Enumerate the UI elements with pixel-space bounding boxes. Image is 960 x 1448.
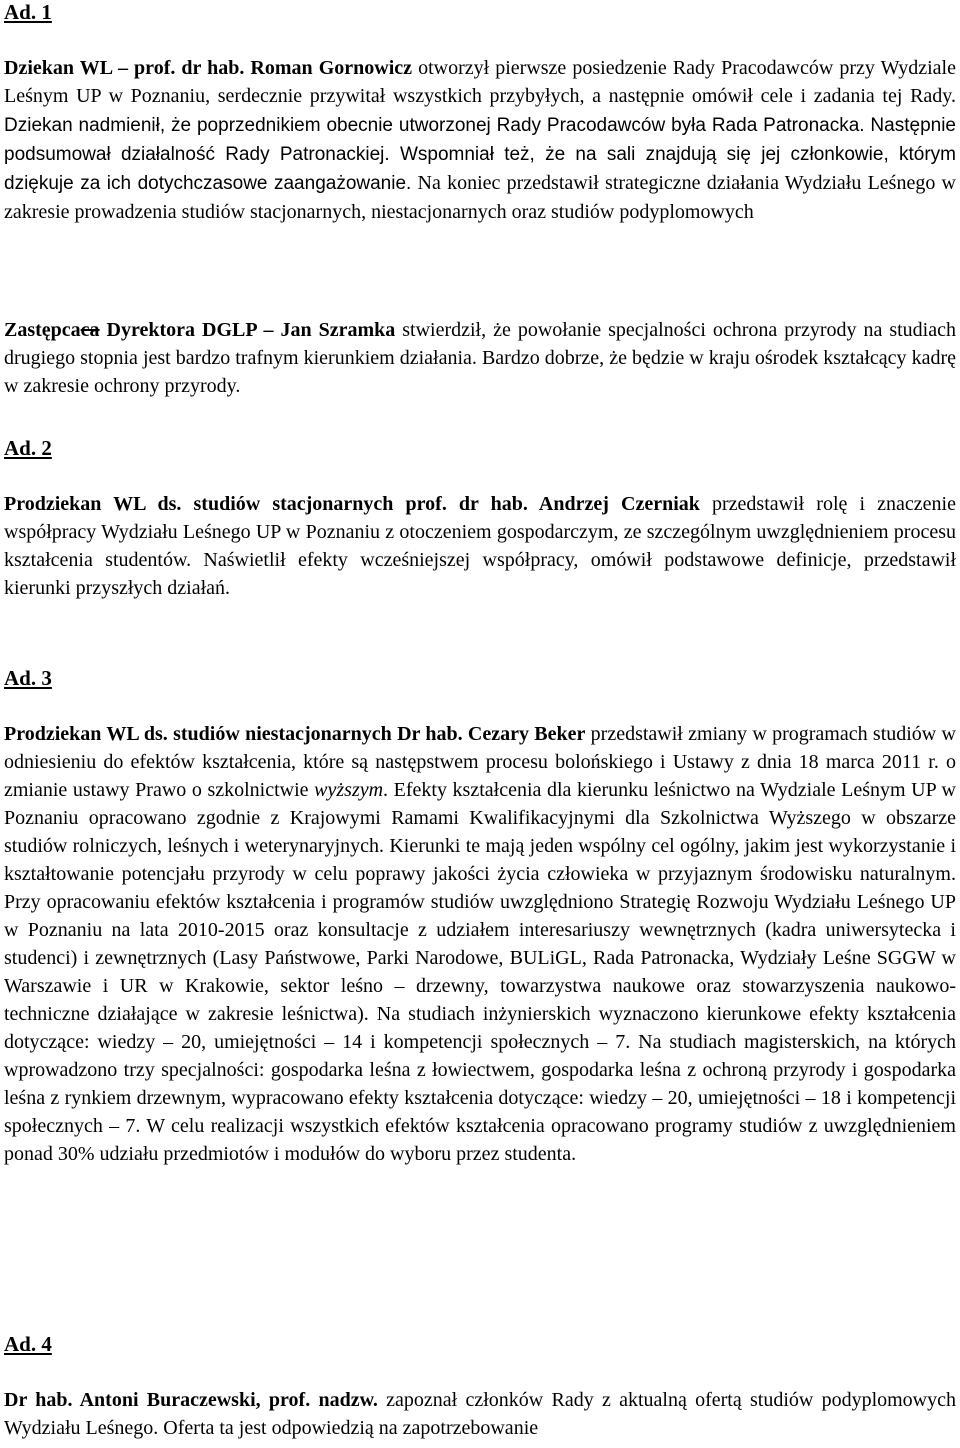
paragraph-text: zapoznał członków Rady z aktualną ofertą studiów podyplomowych Wydziału Leśnego. Oferta ta jest odpowiedzią na zapotrzebowanie (4, 1389, 957, 1439)
struck-text: ca (80, 319, 100, 341)
section-heading-ad-1: Ad. 1 (4, 0, 52, 24)
section-heading-ad-2: Ad. 2 (4, 436, 52, 460)
section-heading-ad-3: Ad. 3 (4, 666, 52, 690)
paragraph-text: przedstawił rolę i znaczenie współpracy Wydziału Leśnego UP w Poznaniu z otoczeniem gospodarczym, ze szczególnym uwzględnieniem procesu kształcenia studentów. Naświetlił efekty wcześniejszej współpracy, omówił podstawowe definicje, przedstawił kierunki przyszłych działań. (4, 493, 956, 599)
paragraph-ad-1-dean (4, 54, 956, 226)
paragraph-text: . Efekty kształcenia dla kierunku leśnictwo na Wydziale Leśnym UP w Poznaniu opracowano zgodnie z Krajowymi Ramami Kwalifikacyjnymi dla Szkolnictwa Wyższego w obszarze studiów rolniczych, leśnych i weterynaryjnych. Kierunki te mają jeden wspólny cel ogólny, jakim jest wykorzystanie i kształtowanie potencjału przyrody w celu poprawy jakości życia człowieka w przyjaznym środowisku naturalnym. Przy opracowaniu efektów kształcenia i programów studiów uwzględniono Strategię Rozwoju Wydziału Leśnego UP w Poznaniu na lata 2010-2015 oraz konsultacje z udziałem interesariuszy wewnętrznych (kadra uniwersytecka i studenci) i zewnętrznych (Lasy Państwowe, Parki Narodowe, BULiGL, Rada Patronacka, Wydziały Leśne SGGW w Warszawie i UR w Krakowie, sektor leśno – drzewny, towarzystwa naukowe oraz stowarzyszenia naukowo-techniczne działające w zakresie leśnictwa). Na studiach inżynierskich wyznaczono kierunkowe efekty kształcenia dotyczące: wiedzy – 20, umiejętności – 14 i kompetencji społecznych – 7. Na studiach magisterskich, na których wprowadzono trzy specjalności: gospodarka leśna z łowiectwem, gospodarka leśna z ochroną przyrody i gospodarka leśna z rynkiem drzewnym, wypracowano efekty kształcenia dotyczące: wiedzy – 20, umiejętności – 18 i kompetencji społecznych – 7. W celu realizacji wszystkich efektów kształcenia opracowano programy studiów z uwzględnieniem ponad 30% udziału przedmiotów i modułów do wyboru przez studenta. (4, 779, 956, 1165)
italic-text: wyższym (314, 779, 384, 801)
speaker-name: Dr hab. Antoni Buraczewski, prof. nadzw. (4, 1389, 378, 1411)
paragraph-ad-4 (4, 1386, 956, 1442)
paragraph-text: stwierdził, że powołanie specjalności ochrona przyrody na studiach drugiego stopnia jest bardzo trafnym kierunkiem działania. Bardzo dobrze, że będzie w kraju ośrodek kształcący kadrę w zakresie ochrony przyrody. (4, 319, 956, 397)
paragraph-text: przedstawił zmiany w programach studiów w odniesieniu do efektów kształcenia, które są następstwem procesu bolońskiego i Ustawy z dnia 18 marca 2011 r. o zmianie ustawy Prawo o szkolnictwie (4, 723, 956, 801)
speaker-name: Dziekan WL – prof. dr hab. Roman Gornowicz (4, 57, 413, 79)
paragraph-text-sans: Dziekan nadmienił, że poprzednikiem obecnie utworzonej Rady Pracodawców była Rada Patronacka. Następnie podsumował działalność Rady Patronackiej. Wspomniał też, że na sali znajdują się jej członkowie, którym dziękuje za ich dotychczasowe zaangażowanie. (4, 115, 956, 194)
paragraph-text: otworzył pierwsze posiedzenie Rady Pracodawców przy Wydziale Leśnym UP w Poznaniu, serdecznie przywitał wszystkich przybyłych, a następnie omówił cele i zadania tej Rady. (4, 57, 956, 107)
paragraph-ad-3 (4, 720, 956, 1168)
section-heading-ad-4: Ad. 4 (4, 1332, 52, 1356)
speaker-name: Zastępca (4, 319, 81, 341)
speaker-name: Prodziekan WL ds. studiów stacjonarnych prof. dr hab. Andrzej Czerniak (4, 493, 700, 515)
paragraph-ad-1-deputy (4, 316, 956, 400)
paragraph-text: Na koniec przedstawił strategiczne działania Wydziału Leśnego w zakresie prowadzenia studiów stacjonarnych, niestacjonarnych oraz studiów podyplomowych (4, 172, 956, 223)
speaker-name: Prodziekan WL ds. studiów niestacjonarnych Dr hab. Cezary Beker (4, 723, 586, 745)
speaker-name: Dyrektora DGLP – Jan Szramka (99, 319, 396, 341)
paragraph-ad-2 (4, 490, 956, 602)
